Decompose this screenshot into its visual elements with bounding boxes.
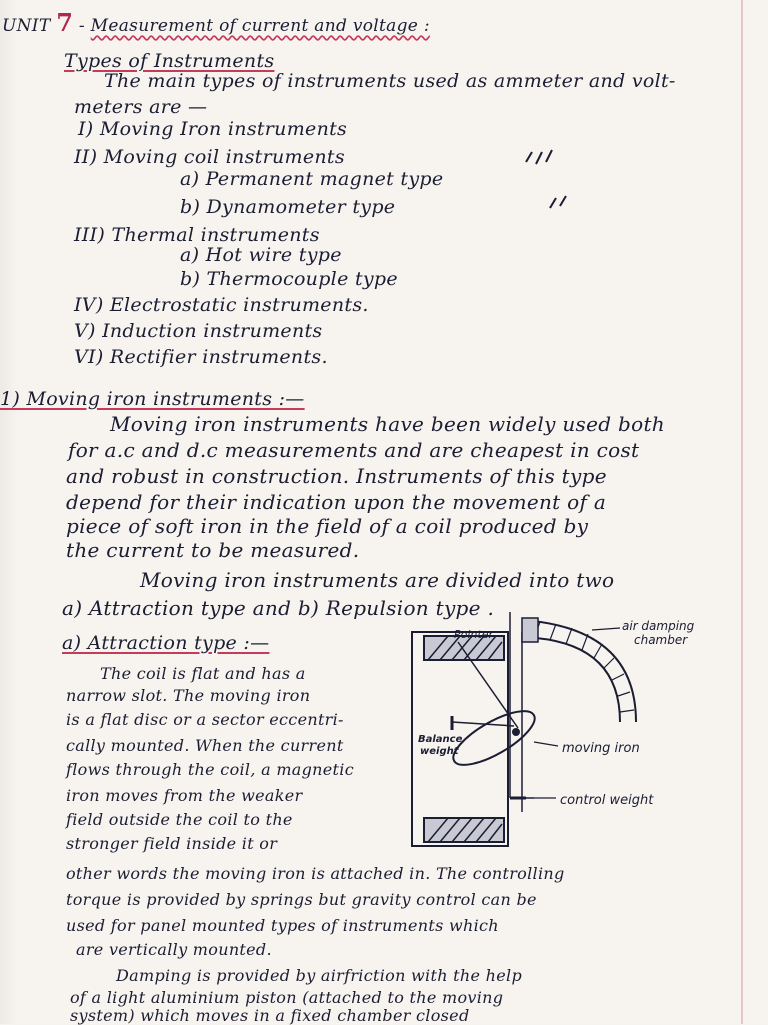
moving-iron-line: depend for their indication upon the movement of a [66,490,607,514]
attraction-type-diagram [410,612,740,852]
attraction-line: other words the moving iron is attached in. The controlling [66,864,565,883]
unit-number: 7 [56,8,74,37]
types-item: I) Moving Iron instruments [78,118,348,140]
attraction-line: torque is provided by springs but gravity control can be [66,890,537,909]
attraction-line: are vertically mounted. [76,940,272,959]
title-text: Measurement of current and voltage : [90,16,430,36]
types-item: a) Permanent magnet type [180,168,444,190]
pointer-label: Pointer [454,628,493,641]
types-item: II) Moving coil instruments [74,146,345,168]
types-item: VI) Rectifier instruments. [74,346,328,368]
attraction-line: flows through the coil, a magnetic [66,760,354,779]
attraction-line: used for panel mounted types of instruments which [66,916,499,935]
moving-iron-line: Moving iron instruments have been widely used both [110,412,665,436]
moving-iron-line: and robust in construction. Instruments of this type [66,464,607,488]
moving-iron-label: moving iron [562,741,640,756]
air-damping-label: air damping [622,619,695,633]
moving-iron-line: piece of soft iron in the field of a coil produced by [66,514,589,538]
types-item: b) Thermocouple type [180,268,398,290]
moving-iron-line: Moving iron instruments are divided into two [140,568,615,592]
attraction-line: stronger field inside it or [66,834,278,853]
moving-iron-line: a) Attraction type and b) Repulsion type . [62,596,495,620]
moving-iron-heading: 1) Moving iron instruments :— [0,388,305,410]
attraction-heading: a) Attraction type :— [62,632,270,654]
attraction-line: is a flat disc or a sector eccentri- [66,710,344,729]
types-intro-line-1: The main types of instruments used as ammeter and volt- [104,70,676,92]
weight-label: weight [420,746,459,757]
balance-label: Balance [418,734,463,745]
attraction-line: The coil is flat and has a [100,664,306,683]
margin-line [741,0,743,1024]
check-marks-doodle [520,140,580,220]
attraction-line: iron moves from the weaker [66,786,303,805]
attraction-line: system) which moves in a fixed chamber closed [70,1006,470,1025]
types-item: b) Dynamometer type [180,196,396,218]
moving-iron-line: the current to be measured. [66,538,360,562]
attraction-line: of a light aluminium piston (attached to the moving [70,988,504,1007]
types-item: V) Induction instruments [74,320,323,342]
types-item: IV) Electrostatic instruments. [74,294,369,316]
control-weight-label: control weight [560,793,654,808]
attraction-line: cally mounted. When the current [66,736,344,755]
page-title [2,8,430,37]
title-dash: - [78,16,85,36]
types-item: a) Hot wire type [180,244,342,266]
types-heading: Types of Instruments [64,50,275,72]
coil-bottom [424,818,504,842]
types-intro-line-2: meters are — [74,96,208,118]
moving-iron-line: for a.c and d.c measurements and are cheapest in cost [68,438,640,462]
attraction-line: Damping is provided by airfriction with the help [116,966,523,985]
chamber-label: chamber [634,633,688,647]
attraction-line: narrow slot. The moving iron [66,686,311,705]
types-item: III) Thermal instruments [74,224,320,246]
unit-label: UNIT [2,16,51,36]
attraction-line: field outside the coil to the [66,810,293,829]
